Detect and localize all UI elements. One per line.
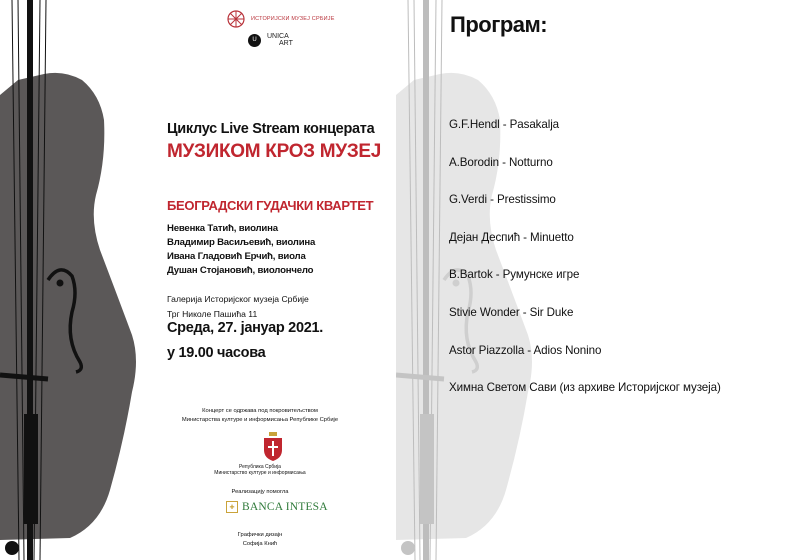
republic-line: Министарство културе и информисања <box>214 470 306 476</box>
bank-mark-icon: ✚ <box>226 501 238 513</box>
program-item: G.Verdi - Prestissimo <box>449 193 556 207</box>
program-item: G.F.Hendl - Pasakalja <box>449 118 560 131</box>
banca-intesa-logo <box>226 501 328 513</box>
program-list <box>449 118 721 419</box>
republic-ministry-label <box>190 464 330 476</box>
unica-logo-line: UNICA <box>267 33 289 40</box>
program-item: A.Borodin - Notturno <box>449 155 553 169</box>
performer-item: Ивана Гладовић Ерчић, виола <box>167 251 306 262</box>
sponsor-label: Реализацију помогла <box>231 489 289 495</box>
design-credit <box>160 531 360 549</box>
support-line: Министарства културе и информисања Републике Србије <box>181 417 339 423</box>
performer-item: Невенка Татић, виолина <box>167 223 278 234</box>
cycle-title: Циклус Live Stream концерата <box>167 121 375 137</box>
performer-item: Владимир Васиљевић, виолина <box>167 237 316 248</box>
unica-art-logo <box>248 33 293 47</box>
museum-emblem-icon <box>225 8 247 30</box>
program-item: Дејан Деспић - Minuetto <box>449 230 574 244</box>
event-time: у 19.00 часова <box>167 345 266 361</box>
venue-line: Трг Николе Пашића 11 <box>167 309 258 319</box>
program-panel <box>396 0 792 560</box>
program-item: Stivie Wonder - Sir Duke <box>449 305 574 319</box>
museum-logo-text: ИСТОРИЈСКИ МУЗЕЈ СРБИЈЕ <box>251 16 335 22</box>
venue-address <box>167 292 309 322</box>
design-line: Графички дизајн <box>237 532 283 538</box>
cello-illustration <box>0 0 170 560</box>
ensemble-name: БЕОГРАДСКИ ГУДАЧКИ КВАРТЕТ <box>167 198 374 213</box>
republic-line: Република Србија <box>239 464 281 470</box>
support-note <box>160 407 360 425</box>
program-title: Програм: <box>450 12 548 37</box>
event-date: Среда, 27. јануар 2021. <box>167 320 323 336</box>
design-line: Софија Кнић <box>242 541 278 547</box>
performers-list <box>167 222 315 278</box>
serbia-coat-of-arms-icon <box>262 432 284 462</box>
support-line: Концерт се одржава под покровитељством <box>202 408 318 414</box>
program-item: Химна Светом Сави (из архиве Историјског музеја) <box>449 381 721 395</box>
program-item: Astor Piazzolla - Adios Nonino <box>449 343 602 357</box>
unica-art-icon: U <box>248 34 261 47</box>
concert-title: МУЗИКОМ КРОЗ МУЗЕЈ <box>167 141 382 162</box>
bank-name: BANCA INTESA <box>242 501 328 513</box>
program-item: B.Bartok - Румунске игре <box>449 268 580 282</box>
museum-logo <box>225 8 335 30</box>
unica-logo-line: ART <box>279 40 293 47</box>
venue-line: Галерија Историјског музеја Србије <box>167 294 309 304</box>
performer-item: Душан Стојановић, виолончело <box>167 265 314 276</box>
